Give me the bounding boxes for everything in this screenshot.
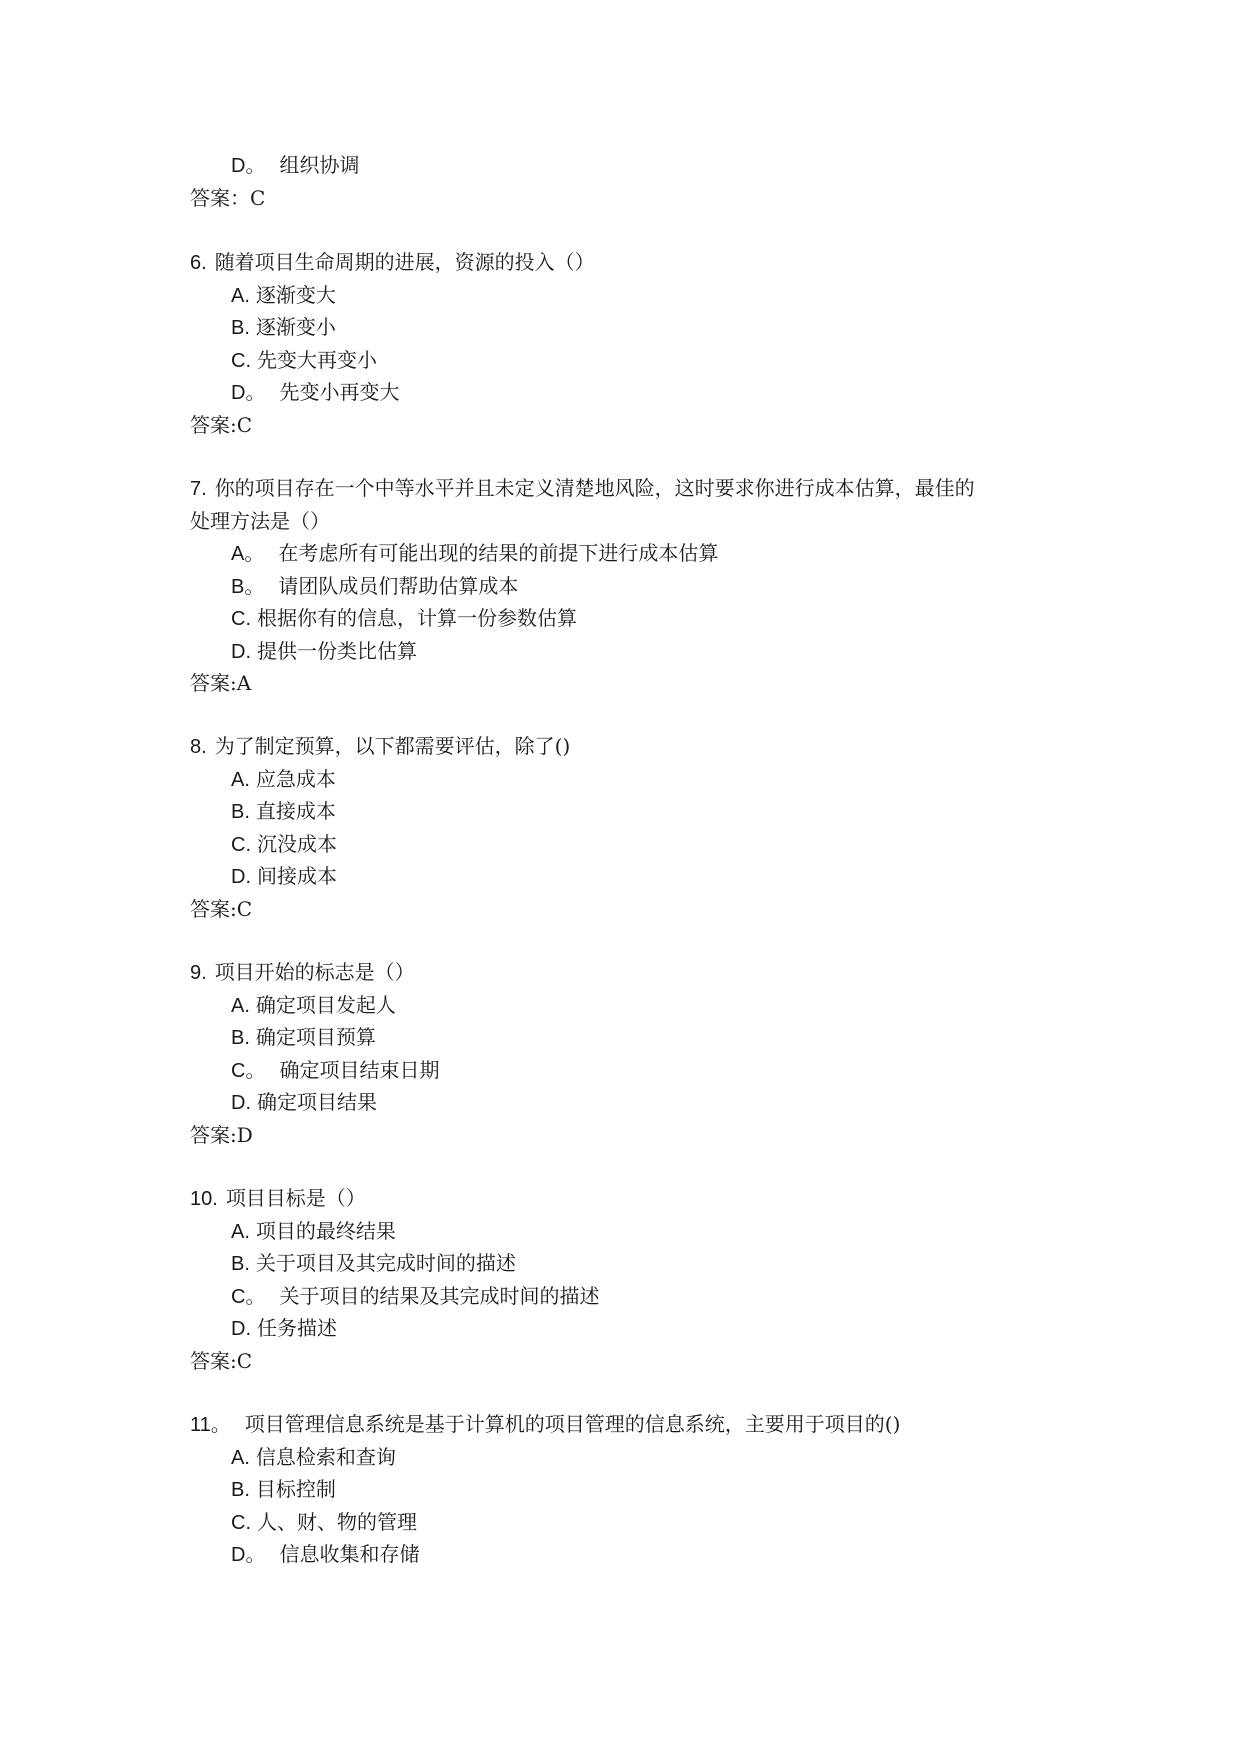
- option-a: [231, 767, 336, 792]
- option-d: [231, 380, 399, 405]
- option-text: 根据你有的信息，计算一份参数估算: [257, 606, 577, 630]
- option-text: 确定项目结果: [257, 1090, 377, 1114]
- option-letter: B.: [231, 1479, 250, 1501]
- option-text: 项目的最终结果: [255, 1219, 396, 1243]
- option-letter: B.: [231, 801, 250, 823]
- option-text: 确定项目预算: [255, 1025, 376, 1049]
- question-8: [190, 734, 570, 759]
- option-b: [231, 799, 336, 824]
- question-6: [190, 250, 595, 275]
- answer-line: 答案:C: [190, 1349, 253, 1373]
- option-c: [231, 1510, 417, 1535]
- question-text: 项目开始的标志是（）: [214, 960, 415, 984]
- question-number: 7.: [190, 478, 207, 500]
- option-text: 关于项目的结果及其完成时间的描述: [279, 1284, 600, 1308]
- option-letter: C.: [231, 834, 251, 856]
- option-letter: A.: [231, 1221, 250, 1243]
- option-text: 逐渐变大: [255, 283, 336, 307]
- option-c: [231, 348, 377, 373]
- question-text: 随着项目生命周期的进展，资源的投入（）: [214, 250, 595, 274]
- option-text: 人、财、物的管理: [257, 1510, 417, 1534]
- option-text: 间接成本: [257, 864, 337, 888]
- option-a: [231, 1219, 396, 1244]
- option-letter: D.: [231, 1318, 251, 1340]
- option-letter: D。: [231, 155, 266, 177]
- option-text: 逐渐变小: [255, 315, 336, 339]
- question-7: [190, 476, 975, 501]
- option-b: [231, 315, 336, 340]
- option-d: [231, 864, 337, 889]
- question-number: 10.: [190, 1188, 218, 1210]
- answer-line: 答案:A: [190, 671, 252, 695]
- question-11: [190, 1412, 900, 1437]
- option-text: 提供一份类比估算: [257, 639, 417, 663]
- option-text: 先变小再变大: [279, 380, 400, 404]
- question-number: 6.: [190, 252, 207, 274]
- option-c: [231, 1284, 599, 1309]
- option-letter: A.: [231, 995, 250, 1017]
- option-text: 关于项目及其完成时间的描述: [255, 1251, 516, 1275]
- option-text: 请团队成员们帮助估算成本: [278, 574, 519, 598]
- option-d: [231, 1542, 419, 1567]
- option-text: 目标控制: [255, 1477, 336, 1501]
- question-text: 为了制定预算，以下都需要评估，除了(): [214, 734, 571, 758]
- option-letter: D。: [231, 1544, 266, 1566]
- answer-line: 答案:C: [190, 897, 253, 921]
- option-b: [231, 1251, 516, 1276]
- option-letter: C。: [231, 1286, 266, 1308]
- option-letter: A.: [231, 285, 250, 307]
- answer-line: 答案:D: [190, 1123, 253, 1147]
- question-7-line2: 处理方法是（）: [190, 509, 330, 533]
- option-text: 任务描述: [257, 1316, 337, 1340]
- option-d: [231, 1316, 337, 1341]
- question-text: 你的项目存在一个中等水平并且未定义清楚地风险，这时要求你进行成本估算，最佳的: [214, 476, 975, 500]
- option-letter: C.: [231, 350, 251, 372]
- option-c: [231, 606, 577, 631]
- option-b: [231, 1477, 336, 1502]
- option-text: 直接成本: [255, 799, 336, 823]
- option-letter: A。: [231, 543, 265, 565]
- option-c: [231, 1058, 439, 1083]
- option-text: 在考虑所有可能出现的结果的前提下进行成本估算: [278, 541, 719, 565]
- option-letter: C.: [231, 608, 251, 630]
- option-b: [231, 574, 518, 599]
- answer-line: 答案：C: [190, 186, 266, 210]
- option-d: [231, 1090, 377, 1115]
- question-number: 9.: [190, 962, 207, 984]
- option-text: 信息收集和存储: [279, 1542, 420, 1566]
- option-text: 先变大再变小: [257, 348, 377, 372]
- question-text: 项目目标是（）: [225, 1186, 366, 1210]
- option-letter: D.: [231, 641, 251, 663]
- option-letter: C.: [231, 1512, 251, 1534]
- option-letter: B.: [231, 317, 250, 339]
- option-letter: D.: [231, 866, 251, 888]
- option-d: [231, 639, 417, 664]
- option-text: 沉没成本: [257, 832, 337, 856]
- option-letter: B。: [231, 576, 265, 598]
- option-letter: A.: [231, 769, 250, 791]
- option-text: 应急成本: [255, 767, 336, 791]
- answer-line: 答案:C: [190, 413, 253, 437]
- option-a: [231, 541, 718, 566]
- question-10: [190, 1186, 366, 1211]
- question-number: 11。: [190, 1414, 231, 1436]
- option-letter: B.: [231, 1027, 250, 1049]
- question-text: 项目管理信息系统是基于计算机的项目管理的信息系统，主要用于项目的(): [244, 1412, 901, 1436]
- option-a: [231, 993, 396, 1018]
- option-a: [231, 283, 336, 308]
- option-letter: A.: [231, 1447, 250, 1469]
- option-a: [231, 1445, 396, 1470]
- option-d: [231, 153, 359, 178]
- option-letter: C。: [231, 1060, 266, 1082]
- option-c: [231, 832, 337, 857]
- option-text: 确定项目发起人: [255, 993, 396, 1017]
- option-text: 组织协调: [279, 153, 360, 177]
- option-text: 确定项目结束日期: [279, 1058, 440, 1082]
- option-letter: D.: [231, 1092, 251, 1114]
- question-9: [190, 960, 415, 985]
- question-number: 8.: [190, 736, 207, 758]
- option-b: [231, 1025, 376, 1050]
- option-letter: D。: [231, 382, 266, 404]
- option-letter: B.: [231, 1253, 250, 1275]
- option-text: 信息检索和查询: [255, 1445, 396, 1469]
